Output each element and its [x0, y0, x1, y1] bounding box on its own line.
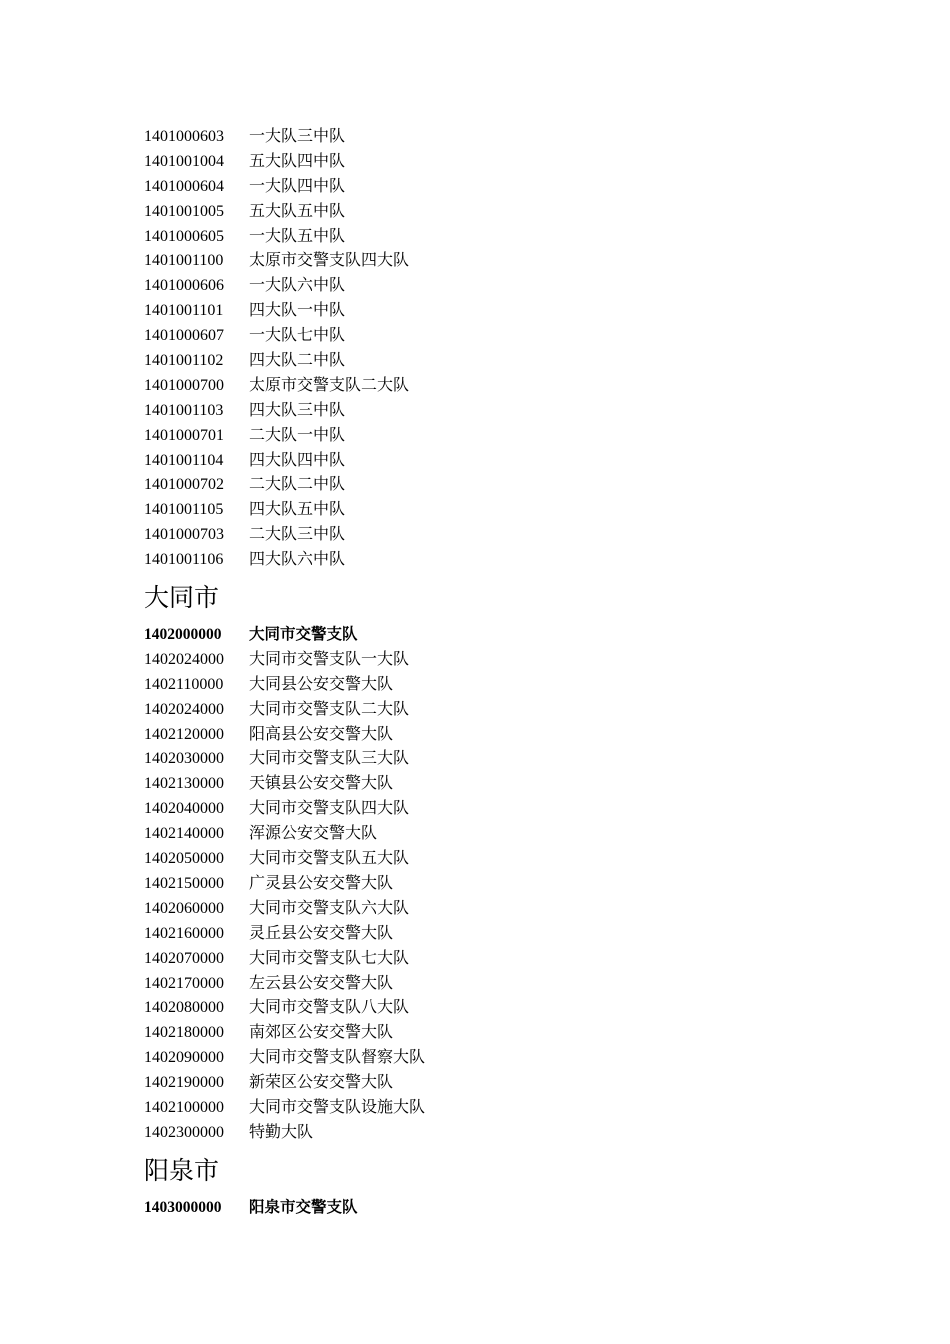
list-item [144, 548, 864, 573]
unit-code: 1401000700 [144, 376, 224, 394]
unit-code: 1402300000 [144, 1123, 224, 1141]
unit-name: 大同市交警支队一大队 [249, 650, 410, 668]
section-heading: 阳泉市 [144, 1155, 220, 1185]
unit-name: 四大队六中队 [249, 551, 346, 569]
unit-code: 1402024000 [144, 650, 224, 668]
unit-code: 1402090000 [144, 1049, 224, 1067]
unit-name: 二大队二中队 [249, 476, 346, 494]
unit-code: 1403000000 [144, 1198, 222, 1216]
unit-name: 太原市交警支队四大队 [249, 252, 410, 270]
list-item [144, 1021, 864, 1046]
list-item [144, 523, 864, 548]
unit-name: 一大队五中队 [249, 227, 346, 245]
unit-name: 大同市交警支队七大队 [249, 949, 410, 967]
unit-name: 四大队一中队 [249, 302, 346, 320]
unit-code: 1401001101 [144, 302, 224, 320]
unit-code: 1402060000 [144, 899, 224, 917]
unit-name: 一大队七中队 [249, 327, 346, 345]
list-item [144, 150, 864, 175]
list-item [144, 349, 864, 374]
unit-name: 四大队五中队 [249, 501, 346, 519]
unit-code: 1401000604 [144, 177, 224, 195]
unit-code: 1402000000 [144, 626, 222, 644]
list-item [144, 872, 864, 897]
list-item [144, 299, 864, 324]
unit-name: 特勤大队 [249, 1123, 314, 1141]
list-item [144, 822, 864, 847]
unit-name: 四大队二中队 [249, 352, 346, 370]
list-item [144, 473, 864, 498]
list-item [144, 1196, 864, 1221]
list-item [144, 996, 864, 1021]
section-2 [144, 1146, 864, 1221]
unit-name: 一大队六中队 [249, 277, 346, 295]
unit-name: 一大队四中队 [249, 177, 346, 195]
unit-code: 1402170000 [144, 974, 224, 992]
list-item [144, 922, 864, 947]
unit-code: 1402120000 [144, 725, 224, 743]
unit-name: 五大队四中队 [249, 152, 346, 170]
list-item [144, 897, 864, 922]
unit-code: 1402160000 [144, 924, 224, 942]
unit-name: 天镇县公安交警大队 [249, 775, 394, 793]
section-heading: 大同市 [144, 583, 220, 613]
unit-code: 1402100000 [144, 1098, 224, 1116]
unit-code: 1401000605 [144, 227, 224, 245]
unit-name: 大同市交警支队五大队 [249, 850, 410, 868]
unit-code: 1402070000 [144, 949, 224, 967]
list-item [144, 1071, 864, 1096]
list-item [144, 972, 864, 997]
unit-code: 1401001004 [144, 152, 224, 170]
unit-name: 广灵县公安交警大队 [249, 874, 394, 892]
document-body [144, 125, 864, 1221]
list-item [144, 648, 864, 673]
unit-code: 1402130000 [144, 775, 224, 793]
unit-code: 1401001102 [144, 352, 224, 370]
unit-name: 四大队三中队 [249, 401, 346, 419]
unit-code: 1402190000 [144, 1074, 224, 1092]
unit-name: 阳高县公安交警大队 [249, 725, 394, 743]
list-item [144, 797, 864, 822]
list-item [144, 847, 864, 872]
section-1 [144, 573, 864, 1146]
list-item [144, 498, 864, 523]
list-item [144, 1096, 864, 1121]
unit-code: 1402140000 [144, 825, 224, 843]
unit-name: 二大队一中队 [249, 426, 346, 444]
unit-code: 1401000603 [144, 128, 224, 145]
list-item [144, 947, 864, 972]
list-item [144, 673, 864, 698]
unit-code: 1401001100 [144, 252, 224, 270]
unit-code: 1402030000 [144, 750, 224, 768]
list-item [144, 623, 864, 648]
unit-code: 1402080000 [144, 999, 224, 1017]
unit-code: 1401000607 [144, 327, 224, 345]
unit-code: 1401001106 [144, 551, 224, 569]
list-item [144, 324, 864, 349]
list-item [144, 374, 864, 399]
list-item [144, 1046, 864, 1071]
unit-name: 南郊区公安交警大队 [249, 1024, 394, 1042]
unit-name: 大同市交警支队四大队 [249, 800, 410, 818]
unit-name: 大同市交警支队二大队 [249, 700, 410, 718]
list-item [144, 723, 864, 748]
unit-code: 1402024000 [144, 700, 224, 718]
unit-code: 1401000702 [144, 476, 224, 494]
unit-name: 大同县公安交警大队 [249, 675, 394, 693]
unit-code: 1401000701 [144, 426, 224, 444]
unit-name: 四大队四中队 [249, 451, 346, 469]
unit-name: 浑源公安交警大队 [249, 825, 378, 843]
list-item [144, 125, 864, 150]
unit-code: 1402150000 [144, 874, 224, 892]
unit-code: 1401001005 [144, 202, 224, 220]
unit-name: 大同市交警支队 [249, 626, 358, 644]
unit-name: 新荣区公安交警大队 [249, 1074, 394, 1092]
unit-code: 1401001104 [144, 451, 224, 469]
list-item [144, 449, 864, 474]
list-item [144, 274, 864, 299]
list-item [144, 225, 864, 250]
list-item [144, 1121, 864, 1146]
list-item [144, 249, 864, 274]
list-item [144, 399, 864, 424]
unit-name: 大同市交警支队督察大队 [249, 1049, 426, 1067]
list-item [144, 772, 864, 797]
unit-code: 1401000703 [144, 526, 224, 544]
unit-name: 灵丘县公安交警大队 [249, 924, 394, 942]
unit-name: 五大队五中队 [249, 202, 346, 220]
list-item [144, 175, 864, 200]
unit-name: 一大队三中队 [249, 128, 346, 145]
unit-code: 1402050000 [144, 850, 224, 868]
unit-code: 1402040000 [144, 800, 224, 818]
list-item [144, 200, 864, 225]
unit-name: 大同市交警支队八大队 [249, 999, 410, 1017]
unit-name: 大同市交警支队三大队 [249, 750, 410, 768]
unit-name: 二大队三中队 [249, 526, 346, 544]
unit-name: 阳泉市交警支队 [249, 1198, 358, 1216]
unit-code: 1401000606 [144, 277, 224, 295]
list-item [144, 698, 864, 723]
unit-code: 1401001103 [144, 401, 224, 419]
unit-code: 1401001105 [144, 501, 224, 519]
unit-code: 1402180000 [144, 1024, 224, 1042]
list-item [144, 747, 864, 772]
unit-name: 太原市交警支队二大队 [249, 376, 410, 394]
unit-name: 大同市交警支队六大队 [249, 899, 410, 917]
section-0 [144, 125, 864, 573]
unit-code: 1402110000 [144, 675, 224, 693]
unit-name: 大同市交警支队设施大队 [249, 1098, 426, 1116]
list-item [144, 424, 864, 449]
unit-name: 左云县公安交警大队 [249, 974, 394, 992]
